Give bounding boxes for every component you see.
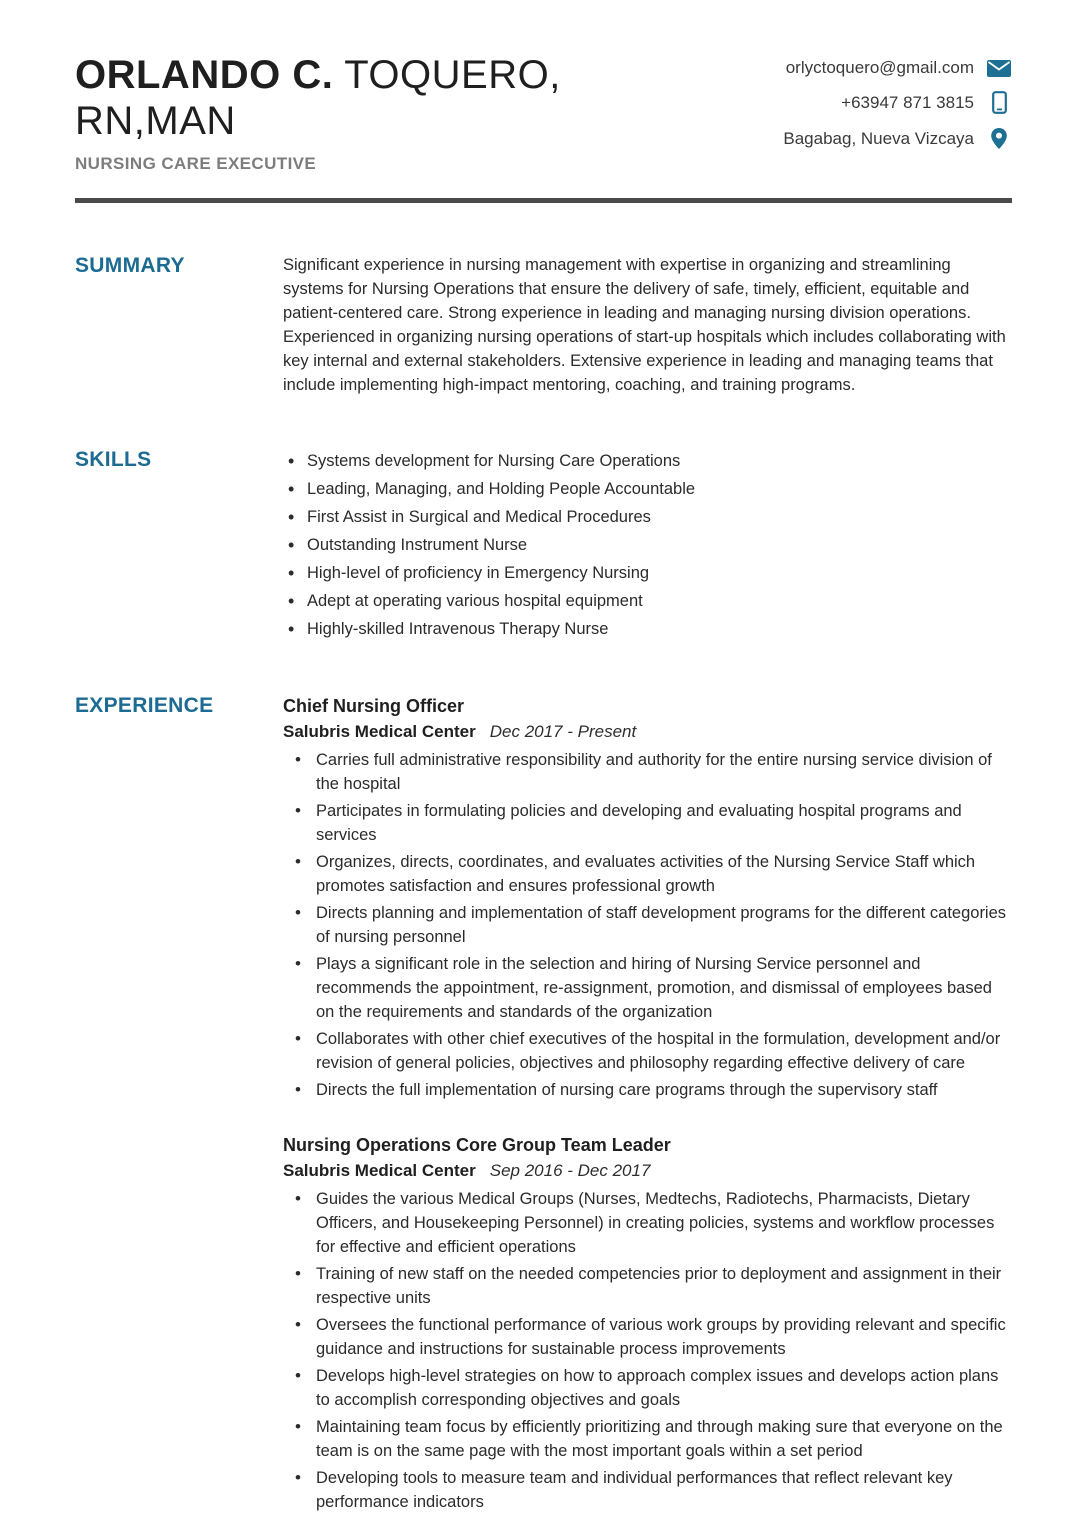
skill-item: • Highly-skilled Intravenous Therapy Nurse <box>283 615 1012 643</box>
summary-text: Significant experience in nursing management with expertise in organizing and streamlining systems for Nursing Operations that ensure the delivery of safe, timely, efficient, equitable and patient-centered care. Strong experience in leading and managing nursing division operations. Experienced in organizing nursing operations of start-up hospitals which includes collaborating with key internal and external stakeholders. Extensive experience in leading and managing teams that include implementing high-impact mentoring, coaching, and training programs. <box>283 256 1006 394</box>
summary-section <box>75 253 1012 397</box>
job-title: Nursing Operations Core Group Team Leader <box>283 1135 671 1155</box>
job-title: Chief Nursing Officer <box>283 696 465 716</box>
job-bullet: • Training of new staff on the needed competencies prior to deployment and assignment in their respective units <box>283 1262 1012 1310</box>
skills-section <box>75 447 1012 643</box>
job-bullets <box>283 1187 1012 1514</box>
job-meta <box>283 719 1012 745</box>
contact-email: orlyctoquero@gmail.com <box>785 58 974 77</box>
summary-heading: SUMMARY <box>75 254 185 277</box>
contact-location-row <box>783 127 1012 150</box>
contact-phone: +63947 871 3815 <box>841 92 974 112</box>
job-bullet: • Maintaining team focus by efficiently prioritizing and through making sure that everyone on the team is on the same page with the most important goals within a set period <box>283 1415 1012 1463</box>
skill-item: • Systems development for Nursing Care Operations <box>283 447 1012 475</box>
job-dates: Dec 2017 - Present <box>489 722 637 741</box>
contact-phone-row <box>783 91 1012 114</box>
contact-info <box>783 52 1012 163</box>
person-name-line2: RN,MAN <box>75 99 236 143</box>
contact-email-row <box>783 58 1012 78</box>
person-job-title: NURSING CARE EXECUTIVE <box>75 154 317 173</box>
person-last-name: TOQUERO, <box>344 53 561 97</box>
job-bullet: • Develops high-level strategies on how to approach complex issues and develops action plans to accomplish corresponding objectives and goals <box>283 1364 1012 1412</box>
mail-icon <box>986 60 1012 77</box>
skill-item: • First Assist in Surgical and Medical Procedures <box>283 503 1012 531</box>
job-bullet: • Organizes, directs, coordinates, and evaluates activities of the Nursing Service Staff which promotes satisfaction and ensures professional growth <box>283 850 1012 898</box>
name-block <box>75 52 635 174</box>
job-bullets <box>283 748 1012 1102</box>
header <box>75 52 1012 174</box>
job-meta <box>283 1158 1012 1184</box>
job-bullet: • Directs the full implementation of nursing care programs through the supervisory staff <box>283 1078 1012 1102</box>
person-name <box>75 52 635 144</box>
person-first-name: ORLANDO C. <box>75 53 334 97</box>
skill-item: • Outstanding Instrument Nurse <box>283 531 1012 559</box>
job-bullet: • Participates in formulating policies and developing and evaluating hospital programs and services <box>283 799 1012 847</box>
job-bullet: • Carries full administrative responsibility and authority for the entire nursing service division of the hospital <box>283 748 1012 796</box>
job-dates: Sep 2016 - Dec 2017 <box>489 1161 651 1180</box>
header-divider <box>75 198 1012 203</box>
job-bullet: • Oversees the functional performance of various work groups by providing relevant and specific guidance and instructions for sustainable process improvements <box>283 1313 1012 1361</box>
experience-section <box>75 693 1012 1517</box>
contact-location: Bagabag, Nueva Vizcaya <box>783 128 974 148</box>
skills-list <box>283 447 1012 643</box>
location-pin-icon <box>986 127 1012 150</box>
job-bullet: • Collaborates with other chief executives of the hospital in the formulation, development and/or revision of general policies, objectives and philosophy regarding effective delivery of care <box>283 1027 1012 1075</box>
skills-heading: SKILLS <box>75 448 152 471</box>
phone-icon <box>986 91 1012 114</box>
job-bullet: • Plays a significant role in the selection and hiring of Nursing Service personnel and recommends the appointment, re-assignment, promotion, and dismissal of employees based on the requirements and standards of the organization <box>283 952 1012 1024</box>
job-entry <box>283 693 1012 1102</box>
skill-item: • Adept at operating various hospital equipment <box>283 587 1012 615</box>
job-bullet: • Guides the various Medical Groups (Nurses, Medtechs, Radiotechs, Pharmacists, Dietary Officers, and Housekeeping Personnel) in creating policies, systems and workflow processes for effective and efficient operations <box>283 1187 1012 1259</box>
job-company: Salubris Medical Center <box>283 722 476 741</box>
experience-heading: EXPERIENCE <box>75 694 214 717</box>
job-bullet: • Developing tools to measure team and individual performances that reflect relevant key performance indicators <box>283 1466 1012 1514</box>
skill-item: • High-level of proficiency in Emergency Nursing <box>283 559 1012 587</box>
jobs <box>283 693 1012 1517</box>
job-bullet: • Directs planning and implementation of staff development programs for the different categories of nursing personnel <box>283 901 1012 949</box>
job-company: Salubris Medical Center <box>283 1161 476 1180</box>
job-entry <box>283 1132 1012 1514</box>
skill-item: • Leading, Managing, and Holding People Accountable <box>283 475 1012 503</box>
person-name-line1 <box>75 52 635 98</box>
